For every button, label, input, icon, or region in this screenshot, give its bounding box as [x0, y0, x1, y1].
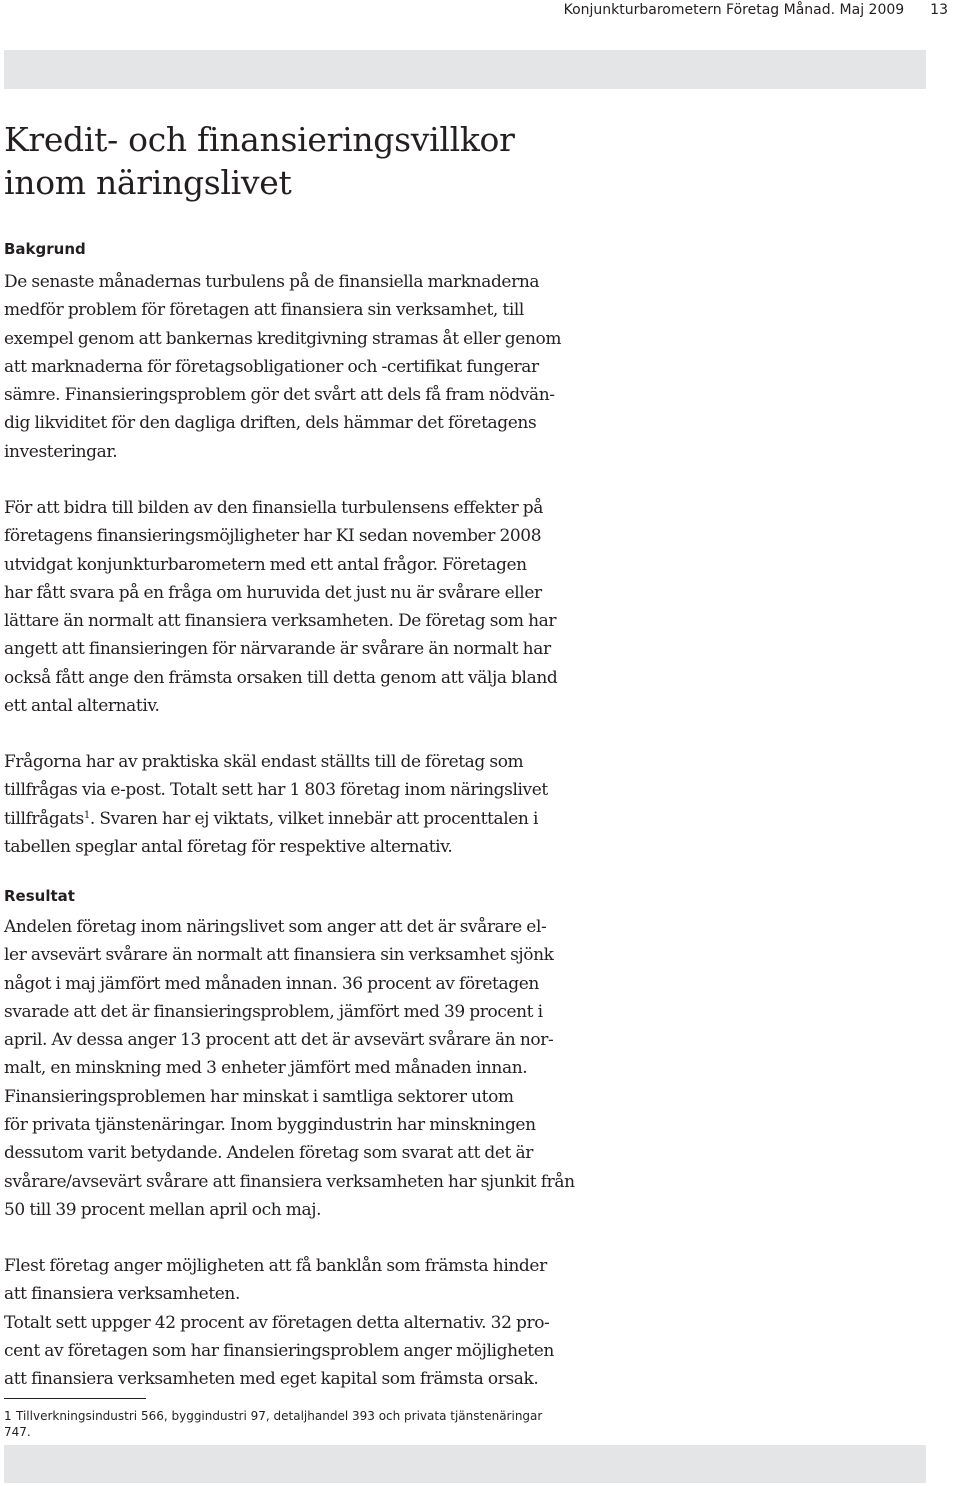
text-line: att marknaderna för företagsobligationer och -certifikat fungerar	[4, 356, 539, 377]
text-line: tillfrågas via e-post. Totalt sett har 1 803 företag inom näringslivet	[4, 780, 548, 801]
text-line: cent av företagen som har finansieringsproblem anger möjligheten	[4, 1340, 554, 1361]
heading-results: Resultat	[4, 887, 75, 905]
text-line: malt, en minskning med 3 enheter jämfört med månaden innan.	[4, 1058, 528, 1079]
text-line: De senaste månadernas turbulens på de finansiella marknaderna	[4, 272, 540, 292]
text-line: Frågorna har av praktiska skäl endast ställts till de företag som	[4, 752, 524, 772]
text-line: utvidgat konjunkturbarometern med ett antal frågor. Företagen	[4, 554, 527, 575]
text-line: sämre. Finansieringsproblem gör det svårt att dels få fram nödvän-	[4, 385, 555, 406]
text-line: 50 till 39 procent mellan april och maj.	[4, 1199, 322, 1220]
footnote-number: 1	[4, 1409, 12, 1423]
text-line: april. Av dessa anger 13 procent att det är avsevärt svårare än nor-	[4, 1030, 554, 1051]
page-title	[4, 118, 515, 204]
paragraph-results-1	[4, 913, 575, 1224]
heading-background: Bakgrund	[4, 240, 86, 258]
page-title-line-1: Kredit- och finansieringsvillkor	[4, 120, 515, 159]
footnote-line	[4, 1408, 542, 1424]
text-line: tabellen speglar antal företag för respektive alternativ.	[4, 836, 453, 857]
text-line: svarade att det är finansieringsproblem, jämfört med 39 procent i	[4, 1001, 543, 1022]
text-line: ett antal alternativ.	[4, 696, 160, 717]
text-line: Totalt sett uppger 42 procent av företagen detta alternativ. 32 pro-	[4, 1312, 550, 1333]
footnote-text: Tillverkningsindustri 566, byggindustri 97, detaljhandel 393 och privata tjänstenäringar	[16, 1409, 543, 1423]
text-line: har fått svara på en fråga om huruvida det just nu är svårare eller	[4, 582, 542, 603]
text-line: att finansiera verksamheten med eget kapital som främsta orsak.	[4, 1369, 539, 1390]
text-line: dig likviditet för den dagliga driften, dels hämmar det företagens	[4, 413, 537, 434]
page-number: 13	[930, 2, 948, 18]
text-line: ler avsevärt svårare än normalt att finansiera sin verksamhet sjönk	[4, 945, 554, 966]
page-title-line-2: inom näringslivet	[4, 163, 292, 202]
text-line	[4, 805, 548, 833]
paragraph-background-3	[4, 748, 548, 861]
text-line: dessutom varit betydande. Andelen företag som svarat att det är	[4, 1143, 533, 1164]
text-line: svårare/avsevärt svårare att finansiera verksamheten har sjunkit från	[4, 1171, 575, 1192]
text-line: för privata tjänstenäringar. Inom byggindustrin har minskningen	[4, 1115, 536, 1136]
running-header	[564, 2, 948, 18]
bottom-grey-band	[4, 1445, 926, 1483]
publication-title: Konjunkturbarometern Företag Månad. Maj 2009	[563, 2, 905, 18]
footnote-line: 747.	[4, 1425, 31, 1439]
footnote-divider	[4, 1398, 146, 1399]
text-line: Andelen företag inom näringslivet som anger att det är svårare el-	[4, 917, 547, 937]
text-line: att finansiera verksamheten.	[4, 1284, 240, 1305]
text-line: investeringar.	[4, 441, 118, 462]
paragraph-results-2	[4, 1252, 554, 1393]
text-line: exempel genom att bankernas kreditgivning stramas åt eller genom	[4, 328, 562, 349]
paragraph-background-1	[4, 268, 561, 466]
paragraph-background-2	[4, 494, 557, 720]
text-line: något i maj jämfört med månaden innan. 36 procent av företagen	[4, 973, 539, 994]
footnote	[4, 1408, 542, 1440]
footnote-reference: 1	[83, 809, 90, 821]
text-line: också fått ange den främsta orsaken till detta genom att välja bland	[4, 667, 558, 688]
text-line: medför problem för företagen att finansiera sin verksamhet, till	[4, 300, 524, 321]
text-line: Flest företag anger möjligheten att få banklån som främsta hinder	[4, 1256, 547, 1276]
text-segment: tillfrågats	[4, 808, 84, 829]
text-line: lättare än normalt att finansiera verksamheten. De företag som har	[4, 611, 557, 632]
text-line: angett att finansieringen för närvarande är svårare än normalt har	[4, 639, 551, 660]
text-line: företagens finansieringsmöjligheter har KI sedan november 2008	[4, 526, 542, 547]
top-grey-band	[4, 50, 926, 89]
text-line: För att bidra till bilden av den finansiella turbulensens effekter på	[4, 498, 544, 518]
text-line: Finansieringsproblemen har minskat i samtliga sektorer utom	[4, 1086, 514, 1107]
text-segment: . Svaren har ej viktats, vilket innebär att procenttalen i	[89, 808, 538, 829]
